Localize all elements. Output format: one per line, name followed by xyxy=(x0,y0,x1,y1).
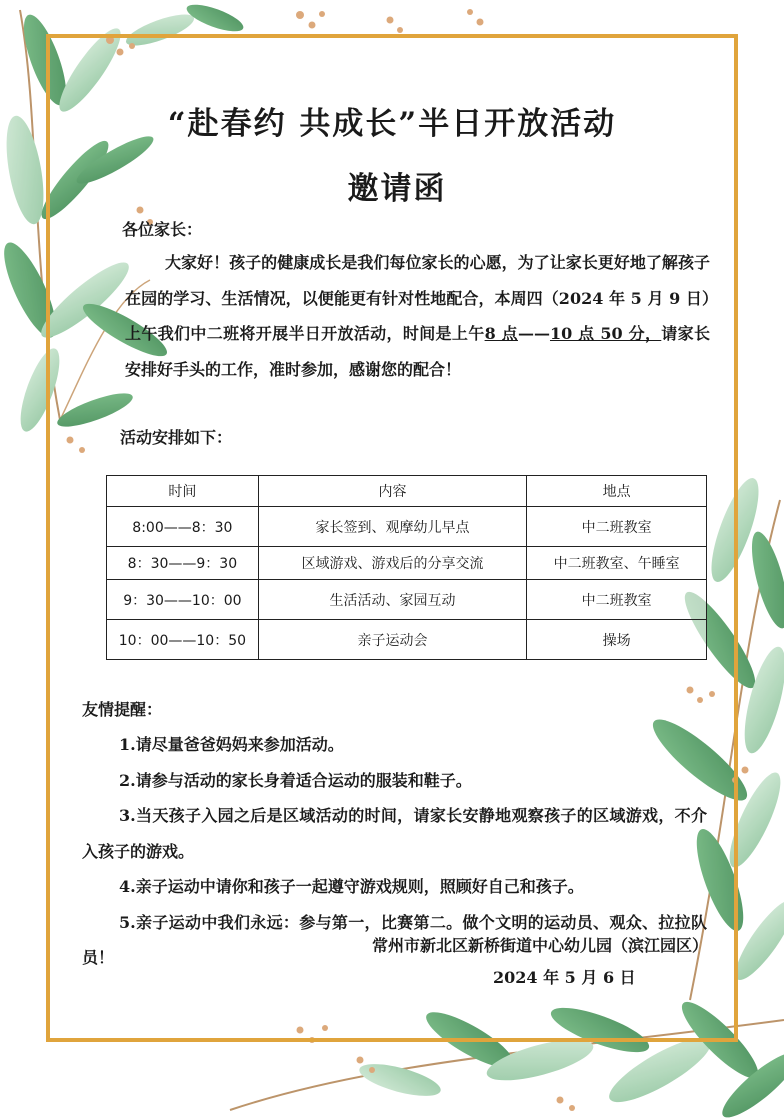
table-cell-location: 操场 xyxy=(527,620,707,660)
table-header-cell: 地点 xyxy=(527,476,707,507)
time-dash: —— xyxy=(517,324,550,343)
table-cell-location: 中二班教室 xyxy=(527,580,707,620)
table-cell-time: 8:00——8：30 xyxy=(107,507,259,547)
table-row xyxy=(107,580,707,620)
table-cell-time: 8：30——9：30 xyxy=(107,547,259,580)
signature-date: 2024 年 5 月 6 日 xyxy=(493,968,636,987)
invitation-body xyxy=(125,245,710,387)
arrangement-label: 活动安排如下： xyxy=(120,428,233,447)
table-cell-time: 9：30——10：00 xyxy=(107,580,259,620)
time-start: 8 点 xyxy=(484,324,518,343)
page-subtitle: 邀请函 xyxy=(347,171,447,207)
list-item: 1.请尽量爸爸妈妈来参加活动。 xyxy=(119,735,344,754)
table-cell-time: 10：00——10：50 xyxy=(107,620,259,660)
table-row xyxy=(107,547,707,580)
table-header-cell: 时间 xyxy=(107,476,259,507)
list-item: 3.当天孩子入园之后是区域活动的时间，请家长安静地观察孩子的区域游戏，不介入孩子的游戏。 xyxy=(82,806,707,861)
table-header-row xyxy=(107,476,707,507)
table-header-cell: 内容 xyxy=(258,476,527,507)
schedule-table xyxy=(106,475,707,660)
greeting: 各位家长： xyxy=(122,220,203,239)
table-cell-content: 区域游戏、游戏后的分享交流 xyxy=(258,547,527,580)
intro-text-1: 大家好！孩子的健康成长是我们每位家长的心愿，为了让家长更好地了解孩子在园的学习、生活情况，以便能更有针对性地配合，本周四（2024 年 5 月 9 日）上午我们中二班将开展半日开放活动，时间是上午 xyxy=(125,253,710,343)
organization-signature: 常州市新北区新桥街道中心幼儿园（滨江园区） xyxy=(371,936,708,955)
reminder-title: 友情提醒： xyxy=(82,700,163,719)
time-end: 10 点 50 分， xyxy=(549,324,662,343)
table-cell-content: 亲子运动会 xyxy=(258,620,527,660)
table-cell-content: 生活活动、家园互动 xyxy=(258,580,527,620)
table-cell-location: 中二班教室 xyxy=(527,507,707,547)
table-cell-location: 中二班教室、午睡室 xyxy=(527,547,707,580)
table-row xyxy=(107,507,707,547)
table-row xyxy=(107,620,707,660)
intro-text-2: 请家长安排好手头的工作，准时参加，感谢您的配合！ xyxy=(125,324,710,379)
page-title: “赴春约 共成长”半日开放活动 xyxy=(167,106,617,142)
list-item: 4.亲子运动中请你和孩子一起遵守游戏规则，照顾好自己和孩子。 xyxy=(119,877,584,896)
list-item: 2.请参与活动的家长身着适合运动的服装和鞋子。 xyxy=(119,770,472,790)
list-item: 5.亲子运动中我们永远：参与第一，比赛第二。做个文明的运动员、观众、拉拉队员！ xyxy=(82,912,707,967)
table-cell-content: 家长签到、观摩幼儿早点 xyxy=(258,507,527,547)
